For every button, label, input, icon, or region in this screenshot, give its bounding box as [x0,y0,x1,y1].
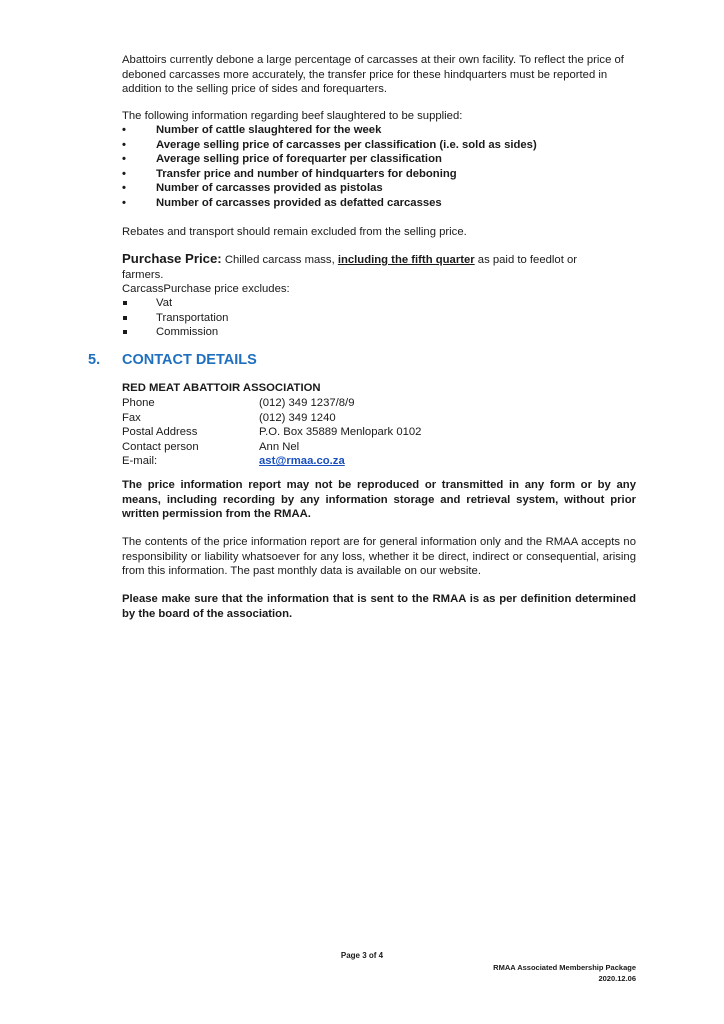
bullet-icon: • [122,167,126,180]
bullet-icon: • [122,138,126,151]
purchase-excludes-label: CarcassPurchase price excludes: [122,283,290,295]
copyright-notice: The price information report may not be reproduced or transmitted in any form or by any means, including recording by any information storage and retrieval system, without prior written permission from the RMAA. [122,479,636,521]
footer-doc-title: RMAA Associated Membership Package [493,963,636,972]
intro-paragraph: Abattoirs currently debone a large percentage of carcasses at their own facility. To reflect the price of deboned carcasses more accurately, the transfer price for these hindquarters must be reported in addition to the selling price of sides and forequarters. [122,54,624,96]
list-item: • Number of cattle slaughtered for the week [122,124,382,136]
contact-row-phone: Phone (012) 349 1237/8/9 [122,397,355,409]
list-item: • Average selling price of carcasses per classification (i.e. sold as sides) [122,138,537,151]
list-item: Transportation [122,311,636,326]
purchase-price-label: Purchase Price: [122,251,222,266]
list-item: • Average selling price of forequarter per classification [122,153,442,166]
section-heading: CONTACT DETAILS [122,352,257,368]
fifth-quarter-emphasis: including the fifth quarter [337,254,475,266]
square-bullet-icon [123,316,127,320]
footer-date: 2020.12.06 [598,974,636,983]
contact-details-table [122,396,522,469]
list-item: • Number of carcasses provided as pistolas [122,182,383,195]
organisation-name: RED MEAT ABATTOIR ASSOCIATION [122,382,321,394]
submission-request: Please make sure that the information that is sent to the RMAA is as per definition determined by the board of the association. [122,593,636,620]
contact-row-person: Contact person Ann Nel [122,440,300,453]
list-item: Vat [122,296,636,311]
required-info-list [122,123,636,211]
email-link[interactable]: ast@rmaa.co.za [259,455,345,468]
bullet-icon: • [122,182,126,195]
square-bullet-icon [123,301,127,305]
contact-row-postal: Postal Address P.O. Box 35889 Menlopark 0102 [122,426,422,439]
contact-row-fax: Fax (012) 349 1240 [122,411,336,424]
purchase-price-paragraph: Purchase Price: Chilled carcass mass, including the fifth quarter as paid to feedlot or farmers. [122,251,578,281]
list-item: • Transfer price and number of hindquarters for deboning [122,167,457,180]
bullet-icon: • [122,153,126,166]
list-item: • Number of carcasses provided as defatted carcasses [122,196,442,209]
disclaimer-paragraph: The contents of the price information report are for general information only and the RMAA accepts no responsibility or liability whatsoever for any loss, whether it be direct, indirect or consequential, arising from this information. The past monthly data is available on our website. [122,536,636,578]
section-number: 5. [88,352,101,368]
bullet-icon: • [122,196,126,209]
info-required-intro: The following information regarding beef slaughtered to be supplied: [122,110,463,122]
list-item: Commission [122,325,636,340]
rebates-note: Rebates and transport should remain excluded from the selling price. [122,226,467,238]
page-number: Page 3 of 4 [340,951,384,960]
contact-row-email: E-mail: ast@rmaa.co.za [122,455,345,468]
square-bullet-icon [123,330,127,334]
bullet-icon: • [122,124,126,136]
purchase-excludes-list [122,296,636,340]
